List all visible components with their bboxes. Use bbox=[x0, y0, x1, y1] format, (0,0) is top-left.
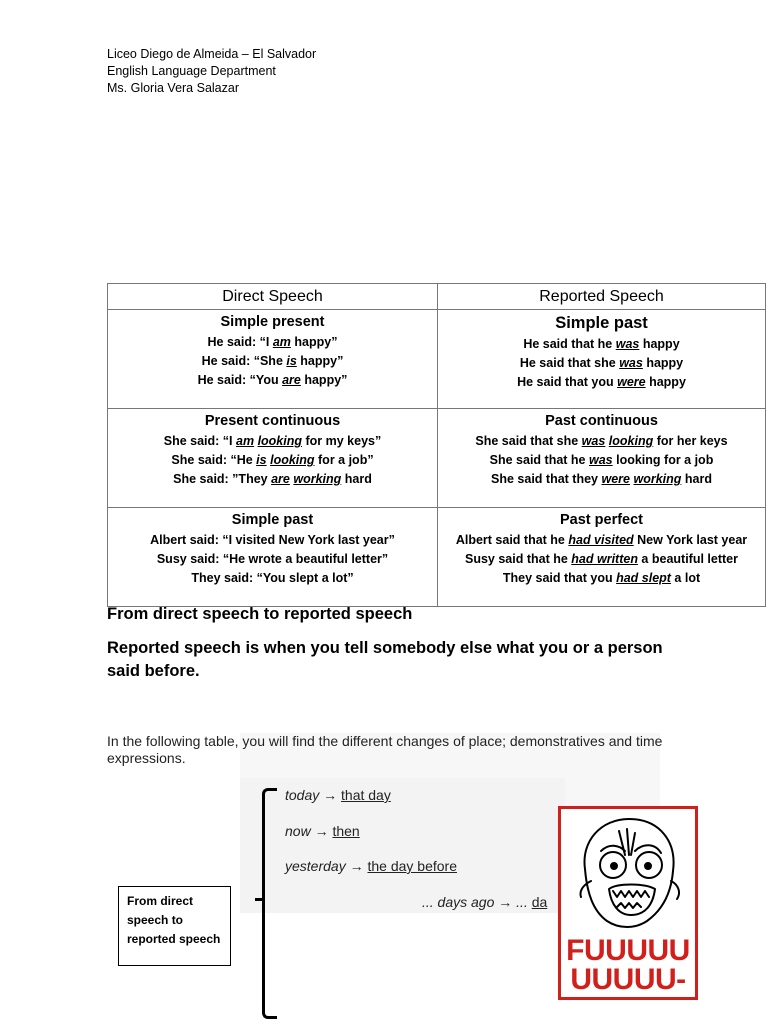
emphasized-verb: is bbox=[256, 453, 267, 467]
meme-line: UUUUU- bbox=[570, 963, 686, 996]
sentence-text: happy” bbox=[300, 373, 348, 387]
emphasized-verb: were bbox=[617, 375, 646, 389]
meme-caption bbox=[561, 936, 695, 994]
sentence-text: for a job” bbox=[314, 453, 374, 467]
example-sentence bbox=[438, 373, 765, 392]
section-title: From direct speech to reported speech bbox=[107, 605, 413, 623]
sentence-text: They said: “You slept a lot” bbox=[191, 571, 354, 585]
sentence-text: He said: “She bbox=[201, 354, 287, 368]
sentence-text: She said: ”They bbox=[173, 472, 272, 486]
emphasized-verb: looking bbox=[270, 453, 315, 467]
tense-title: Simple past bbox=[555, 314, 648, 332]
emphasized-verb: had slept bbox=[616, 571, 671, 585]
sentence-text: They said that you bbox=[502, 571, 617, 585]
example-sentence bbox=[438, 470, 765, 489]
table-row bbox=[108, 310, 766, 409]
emphasized-verb: are bbox=[271, 472, 290, 486]
sentence-text: New York last year bbox=[633, 533, 748, 547]
sentence-text: He said that he bbox=[523, 337, 616, 351]
expression-to: then bbox=[332, 823, 360, 839]
emphasized-verb: looking bbox=[257, 434, 303, 448]
tense-title: Past continuous bbox=[545, 413, 658, 429]
expression-today bbox=[285, 787, 391, 803]
emphasized-verb: looking bbox=[608, 434, 654, 448]
example-sentence bbox=[438, 550, 765, 569]
sentence-text: for her keys bbox=[653, 434, 728, 448]
emphasized-verb: am bbox=[272, 335, 291, 349]
arrow-icon: → bbox=[498, 894, 513, 910]
sentence-text: hard bbox=[341, 472, 372, 486]
reported-speech-header: Reported Speech bbox=[438, 284, 766, 310]
emphasized-verb: working bbox=[293, 472, 342, 486]
emphasized-verb: am bbox=[236, 434, 255, 448]
meme-line: FUUUUU bbox=[566, 934, 690, 967]
sentence-text: She said that they bbox=[491, 472, 602, 486]
sentence-text: She said that he bbox=[489, 453, 589, 467]
emphasized-verb: had visited bbox=[568, 533, 634, 547]
rage-face-icon bbox=[561, 811, 695, 941]
reported-cell bbox=[438, 409, 766, 508]
example-sentence bbox=[108, 569, 437, 588]
sentence-text: for my keys” bbox=[302, 434, 382, 448]
emphasized-verb: working bbox=[633, 472, 682, 486]
example-sentence bbox=[108, 451, 437, 470]
sentence-text: happy bbox=[645, 375, 686, 389]
expression-from: today bbox=[285, 787, 320, 803]
sentence-text: happy bbox=[639, 337, 680, 351]
expression-from: now bbox=[285, 823, 311, 839]
example-sentence bbox=[108, 470, 437, 489]
speech-table bbox=[107, 283, 766, 607]
document-header bbox=[107, 46, 316, 97]
example-sentence bbox=[438, 432, 765, 451]
emphasized-verb: was bbox=[589, 453, 613, 467]
sentence-text: happy” bbox=[296, 354, 344, 368]
example-sentence bbox=[108, 432, 437, 451]
example-sentence bbox=[438, 335, 765, 354]
left-bracket bbox=[262, 788, 277, 1019]
definition-text: Reported speech is when you tell somebody else what you or a person said before. bbox=[107, 639, 663, 680]
sentence-text: a beautiful letter bbox=[637, 552, 738, 566]
tense-title: Simple present bbox=[220, 314, 325, 330]
example-sentence bbox=[108, 352, 437, 371]
table-header-row bbox=[108, 284, 766, 310]
label-box: From direct speech to reported speech bbox=[118, 886, 231, 966]
emphasized-verb: were bbox=[601, 472, 630, 486]
table-row bbox=[108, 409, 766, 508]
sentence-text: looking for a job bbox=[612, 453, 714, 467]
sentence-text: happy bbox=[642, 356, 684, 370]
sentence-text: He said: “I bbox=[207, 335, 273, 349]
example-sentence bbox=[108, 371, 437, 390]
reported-cell bbox=[438, 310, 766, 409]
example-sentence bbox=[108, 333, 437, 352]
emphasized-verb: was bbox=[581, 434, 606, 448]
department-name: English Language Department bbox=[107, 64, 276, 78]
school-name: Liceo Diego de Almeida – El Salvador bbox=[107, 47, 317, 61]
example-sentence bbox=[108, 550, 437, 569]
table-row bbox=[108, 508, 766, 607]
expression-days-ago bbox=[422, 894, 547, 910]
direct-cell bbox=[108, 508, 438, 607]
sentence-text: happy” bbox=[290, 335, 338, 349]
expression-to: da bbox=[531, 894, 548, 910]
sentence-text: She said: “I bbox=[163, 434, 236, 448]
emphasized-verb: was bbox=[615, 337, 640, 351]
direct-cell bbox=[108, 310, 438, 409]
example-sentence bbox=[438, 569, 765, 588]
example-sentence bbox=[108, 531, 437, 550]
tense-title: Past perfect bbox=[559, 512, 643, 528]
expression-to: that day bbox=[341, 787, 391, 803]
example-sentence bbox=[438, 531, 765, 550]
sentence-text: She said: “He bbox=[171, 453, 257, 467]
reported-cell bbox=[438, 508, 766, 607]
sentence-text: She said that she bbox=[475, 434, 582, 448]
sentence-text: Albert said: “I visited New York last year” bbox=[150, 533, 395, 547]
emphasized-verb: is bbox=[286, 354, 297, 368]
expression-from: yesterday bbox=[285, 858, 346, 874]
expression-from: ... days ago bbox=[422, 894, 495, 910]
sentence-text: He said that you bbox=[517, 375, 618, 389]
emphasized-verb: was bbox=[619, 356, 643, 370]
sentence-text: Susy said that he bbox=[465, 552, 572, 566]
example-sentence bbox=[438, 354, 765, 373]
direct-cell bbox=[108, 409, 438, 508]
expression-yesterday bbox=[285, 858, 457, 874]
sentence-text: Susy said: “He wrote a beautiful letter” bbox=[156, 552, 389, 566]
sentence-text: a lot bbox=[670, 571, 701, 585]
sentence-text: hard bbox=[681, 472, 712, 486]
sentence-text: Albert said that he bbox=[455, 533, 569, 547]
arrow-icon: → bbox=[349, 858, 364, 874]
sentence-text: He said: “You bbox=[197, 373, 283, 387]
emphasized-verb: are bbox=[282, 373, 301, 387]
expression-now bbox=[285, 823, 360, 839]
direct-speech-header: Direct Speech bbox=[108, 284, 438, 310]
expression-to: the day before bbox=[367, 858, 457, 874]
bracket-tick bbox=[255, 898, 264, 901]
tense-title: Present continuous bbox=[204, 413, 341, 429]
rage-face-image bbox=[558, 806, 698, 1000]
tense-title: Simple past bbox=[231, 512, 314, 528]
emphasized-verb: had written bbox=[571, 552, 638, 566]
arrow-icon: → bbox=[314, 823, 329, 839]
sentence-text: He said that she bbox=[519, 356, 620, 370]
intro-text: In the following table, you will find the different changes of place; demonstratives and time expressions. bbox=[107, 733, 663, 766]
example-sentence bbox=[438, 451, 765, 470]
arrow-icon: → bbox=[323, 787, 338, 803]
expression-prefix: ... bbox=[516, 894, 528, 910]
teacher-name: Ms. Gloria Vera Salazar bbox=[107, 81, 239, 95]
